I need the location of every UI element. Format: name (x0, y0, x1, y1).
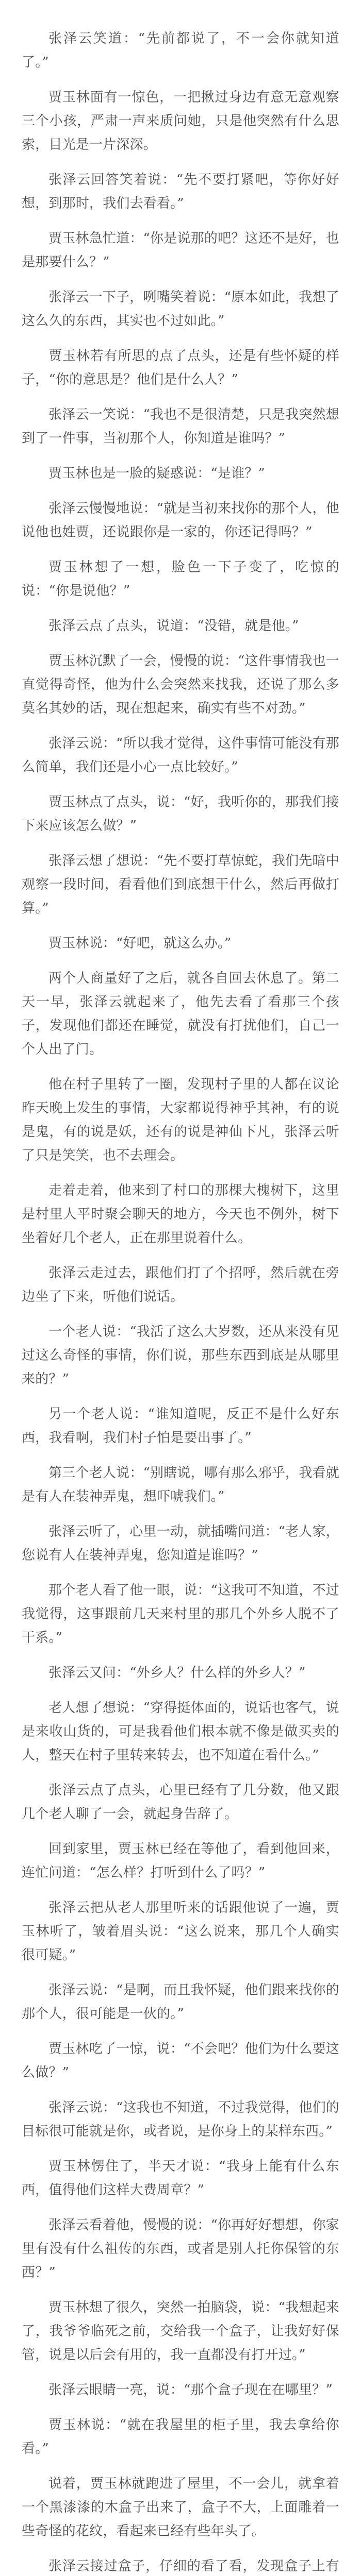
paragraph: 张泽云慢慢地说：“就是当初来找你的那个人，他说他也姓贾，还说跟你是一家的，你还记得吗？” (22, 501, 339, 540)
paragraph: 贾玉林面有一惊色，一把揪过身边有意无意观察三个小孩，严肃一声来质问她，只是他突然有什么思索，目光是一片深深。 (22, 90, 339, 152)
paragraph: 贾玉林沉默了一会，慢慢的说：“这件事情我也一直觉得奇怪，他为什么会突然来找我，还说了那么多莫名其妙的话，现在想起来，确实有些不对劲。” (22, 653, 339, 716)
paragraph: 张泽云又问：“外乡人？什么样的外乡人？” (48, 1665, 306, 1681)
paragraph: 贾玉林急忙道：“你是说那的吧？这还不是好，也是那要什么？” (22, 231, 339, 270)
paragraph: 张泽云说：“这我也不知道，不过我觉得，他们的目标很可能就是你，或者说，是你身上的某样东西。” (22, 2100, 339, 2139)
paragraph: 那个老人看了他一眼，说：“这我可不知道，不过我觉得，这事跟前几天来村里的那几个外乡人脱不了干系。” (22, 1583, 339, 1646)
paragraph: 张泽云点了点头，说道：“没错，就是他。” (48, 618, 299, 634)
paragraph: 贾玉林想了很久，突然一拍脑袋，说：“我想起来了，我爷爷临死之前，交给我一个盒子，让我好好保管，说是以后会有用的，我一直都没有打开过。” (22, 2300, 339, 2363)
paragraph: 张泽云眼睛一亮，说：“那个盒子现在在哪里？” (48, 2382, 333, 2398)
paragraph: 张泽云一下子，咧嘴笑着说：“原本如此，我想了这么久的东西，其实也不过如此。” (22, 290, 339, 329)
paragraph: 张泽云想了想说：“先不要打草惊蛇，我们先暗中观察一段时间，看看他们到底想干什么，然后再做打算。” (22, 853, 339, 916)
paragraph: 张泽云走过去，跟他们打了个招呼，然后就在旁边坐了下来，听他们说话。 (22, 1265, 339, 1304)
paragraph: 张泽云一笑说：“我也不是很清楚，只是我突然想到了一件事，当初那个人，你知道是谁吗？” (22, 407, 339, 446)
paragraph: 张泽云接过盒子，仔细的看了看，发现盒子上有 (48, 2558, 339, 2574)
paragraph: 张泽云点了点头，心里已经有了几分数，他又跟几个老人聊了一会，就起身告辞了。 (22, 1783, 339, 1822)
paragraph: 他在村子里转了一圈，发现村子里的人都在议论昨天晚上发生的事情，大家都说得神乎其神，有的说是鬼，有的说是妖，还有的说是神仙下凡，张泽云听了只是笑笑，也不去理会。 (22, 1077, 339, 1163)
paragraph: 一个老人说：“我活了这么大岁数，还从来没有见过这么奇怪的事情，你们说，那些东西到底是从哪里来的？” (22, 1324, 339, 1387)
paragraph: 张泽云说：“所以我才觉得，这件事情可能没有那么简单，我们还是小心一点比较好。” (22, 736, 339, 775)
paragraph: 说着，贾玉林就跑进了屋里，不一会儿，就拿着一个黑漆漆的木盒子出来了，盒子不大，上面雕着一些奇怪的花纹，看起来已经有些年头了。 (22, 2476, 339, 2539)
paragraph: 张泽云笑道：“先前都说了，不一会你就知道了。” (22, 31, 339, 70)
paragraph: 贾玉林点了点头，说：“好，我听你的，那我们接下来应该怎么做？” (22, 794, 339, 834)
paragraph: 贾玉林想了一想，脸色一下子变了，吃惊的说：“你是说他？” (22, 560, 339, 599)
paragraph: 贾玉林也是一脸的疑惑说：“是谁？” (48, 466, 265, 481)
paragraph: 两个人商量好了之后，就各自回去休息了。第二天一早，张泽云就起来了，他先去看了看那三个孩子，发现他们都还在睡觉，就没有打扰他们，自己一个人出了门。 (22, 971, 339, 1057)
paragraph: 回到家里，贾玉林已经在等他了，看到他回来，连忙问道：“怎么样？打听到什么了吗？” (22, 1841, 339, 1880)
paragraph: 贾玉林吃了一惊，说：“不会吧？他们为什么要这么做？” (22, 2041, 339, 2080)
paragraph: 张泽云回答笑着说：“先不要打紧吧，等你好好想，到那时，我们去看看。” (22, 172, 339, 211)
paragraph: 张泽云听了，心里一动，就插嘴问道：“老人家，您说有人在装神弄鬼，您知道是谁吗？” (22, 1524, 339, 1563)
paragraph: 另一个老人说：“谁知道呢，反正不是什么好东西，我看啊，我们村子怕是要出事了。” (22, 1406, 339, 1446)
paragraph: 张泽云说：“是啊，而且我怀疑，他们跟来找你的那个人，很可能是一伙的。” (22, 1982, 339, 2022)
paragraph: 第三个老人说：“别瞎说，哪有那么邪乎，我看就是有人在装神弄鬼，想吓唬我们。” (22, 1465, 339, 1504)
paragraph: 张泽云把从老人那里听来的话跟他说了一遍，贾玉林听了，皱着眉头说：“这么说来，那几个人确实很可疑。” (22, 1900, 339, 1963)
article-body (22, 27, 339, 2576)
paragraph: 张泽云看着他，慢慢的说：“你再好好想想，你家里有没有什么祖传的东西，或者是别人托你保管的东西？” (22, 2217, 339, 2280)
paragraph: 贾玉林说：“就在我屋里的柜子里，我去拿给你看。” (22, 2417, 339, 2456)
paragraph: 贾玉林若有所思的点了点头，还是有些怀疑的样子，“你的意思是？他们是什么人？” (22, 348, 339, 387)
paragraph: 老人想了想说：“穿得挺体面的，说话也客气，说是来收山货的，可是我看他们根本就不像是做买卖的人，整天在村子里转来转去，也不知道在看什么。” (22, 1700, 339, 1763)
paragraph: 贾玉林愣住了，半天才说：“我身上能有什么东西，值得他们这样大费周章？” (22, 2159, 339, 2198)
paragraph: 贾玉林说：“好吧，就这么办。” (48, 936, 232, 951)
paragraph: 走着走着，他来到了村口的那棵大槐树下，这里是村里人平时聚会聊天的地方，今天也不例外，树下坐着好几个老人，正在那里说着什么。 (22, 1183, 339, 1246)
